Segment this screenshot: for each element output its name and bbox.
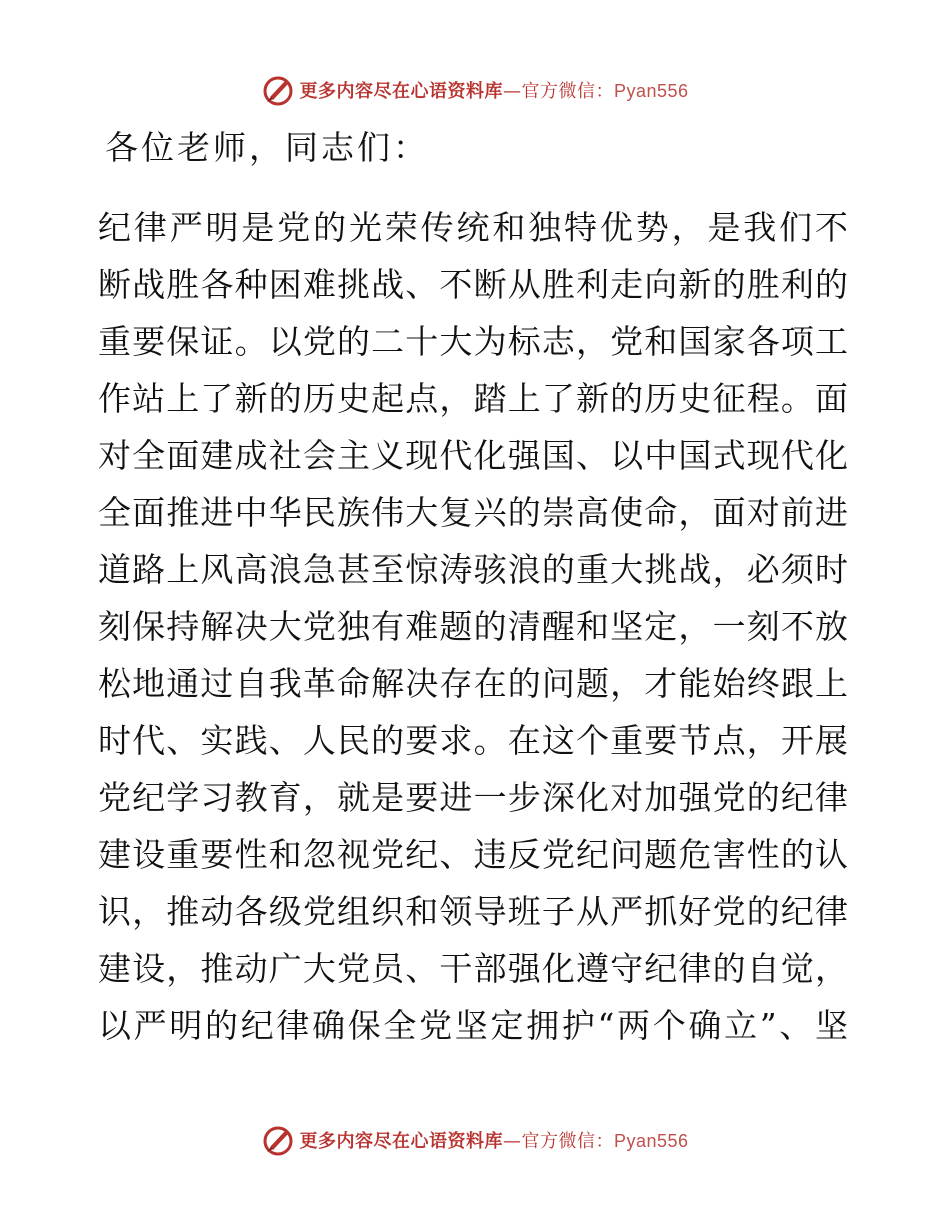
watermark-wechat-label: 官方微信：	[521, 81, 614, 102]
watermark-brand: 更多内容尽在心语资料库	[299, 1131, 503, 1152]
body-line-10: 时代、实践、人民的要求。在这个重要节点，开展	[98, 721, 848, 760]
watermark-dash: —	[502, 81, 522, 102]
body-line-13: 识，推动各级党组织和领导班子从严抓好党的纪律	[98, 892, 848, 931]
quill-pen-icon	[261, 73, 295, 107]
body-line-3: 重要保证。以党的二十大为标志，党和国家各项工	[98, 322, 848, 361]
watermark-wechat-id: Pyan556	[613, 81, 689, 101]
watermark-wechat-id: Pyan556	[613, 1131, 689, 1151]
header-watermark-banner	[0, 70, 950, 110]
body-line-9: 松地通过自我革命解决存在的问题，才能始终跟上	[98, 664, 848, 703]
body-line-6: 全面推进中华民族伟大复兴的崇高使命，面对前进	[98, 493, 848, 532]
watermark-wechat-label: 官方微信：	[521, 1131, 614, 1152]
body-line-1: 纪律严明是党的光荣传统和独特优势，是我们不	[98, 208, 848, 247]
salutation: 各位老师，同志们：	[105, 128, 429, 167]
body-line-12: 建设重要性和忽视党纪、违反党纪问题危害性的认	[98, 835, 848, 874]
body-line-15: 以严明的纪律确保全党坚定拥护“两个确立”、坚	[98, 1006, 848, 1045]
watermark-text	[299, 77, 688, 103]
body-line-8: 刻保持解决大党独有难题的清醒和坚定，一刻不放	[98, 607, 848, 646]
body-line-7: 道路上风高浪急甚至惊涛骇浪的重大挑战，必须时	[98, 550, 848, 589]
watermark-dash: —	[502, 1131, 522, 1152]
watermark-text	[299, 1127, 688, 1153]
watermark-brand: 更多内容尽在心语资料库	[299, 81, 503, 102]
body-line-4: 作站上了新的历史起点，踏上了新的历史征程。面	[98, 379, 848, 418]
footer-watermark-banner	[0, 1120, 950, 1160]
body-line-5: 对全面建成社会主义现代化强国、以中国式现代化	[98, 436, 848, 475]
quill-pen-icon	[261, 1123, 295, 1157]
body-line-11: 党纪学习教育，就是要进一步深化对加强党的纪律	[98, 778, 848, 817]
body-line-14: 建设，推动广大党员、干部强化遵守纪律的自觉，	[98, 949, 848, 988]
body-line-2: 断战胜各种困难挑战、不断从胜利走向新的胜利的	[98, 265, 848, 304]
